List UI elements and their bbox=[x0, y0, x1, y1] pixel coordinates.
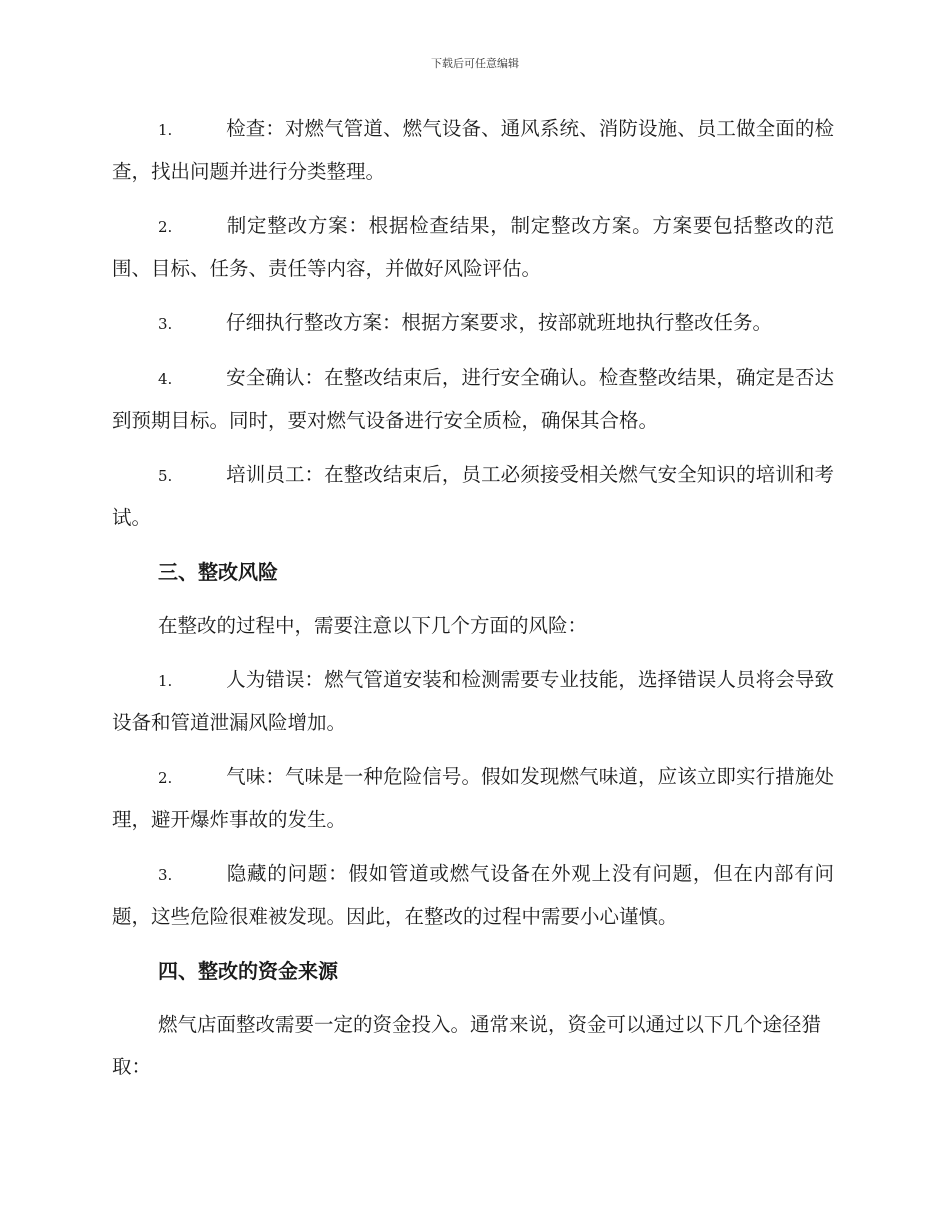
list-text: 培训员工：在整改结束后，员工必须接受相关燃气安全知识的培训和考试。 bbox=[112, 463, 834, 529]
list-item bbox=[112, 357, 834, 442]
page-header: 下载后可任意编辑 bbox=[431, 57, 519, 70]
list-text: 检查：对燃气管道、燃气设备、通风系统、消防设施、员工做全面的检查，找出问题并进行分类整理。 bbox=[112, 117, 834, 183]
list-item bbox=[112, 756, 834, 841]
section-intro: 在整改的过程中，需要注意以下几个方面的风险： bbox=[158, 614, 588, 637]
list-number: 3. bbox=[158, 315, 173, 333]
list-item bbox=[112, 108, 834, 193]
list-number: 2. bbox=[158, 218, 173, 236]
list-item bbox=[112, 205, 834, 290]
list-number: 1. bbox=[158, 121, 173, 139]
list-item bbox=[112, 659, 834, 744]
list-text: 气味：气味是一种危险信号。假如发现燃气味道，应该立即实行措施处理，避开爆炸事故的发生。 bbox=[112, 765, 834, 831]
document-body bbox=[112, 108, 834, 1100]
list-item bbox=[112, 302, 834, 345]
list-number: 3. bbox=[158, 866, 173, 884]
list-number: 5. bbox=[158, 467, 173, 485]
list-text: 仔细执行整改方案：根据方案要求，按部就班地执行整改任务。 bbox=[226, 311, 773, 334]
list-item bbox=[112, 853, 834, 938]
section-heading: 三、整改风险 bbox=[158, 560, 278, 584]
list-number: 2. bbox=[158, 769, 173, 787]
list-number: 4. bbox=[158, 370, 173, 388]
section-heading: 四、整改的资金来源 bbox=[158, 959, 338, 983]
list-number: 1. bbox=[158, 672, 173, 690]
list-text: 制定整改方案：根据检查结果，制定整改方案。方案要包括整改的范围、目标、任务、责任等内容，并做好风险评估。 bbox=[112, 214, 834, 280]
section-intro: 燃气店面整改需要一定的资金投入。通常来说，资金可以通过以下几个途径猎取： bbox=[112, 1013, 822, 1078]
list-text: 隐藏的问题：假如管道或燃气设备在外观上没有问题，但在内部有问题，这些危险很难被发现。因此，在整改的过程中需要小心谨慎。 bbox=[112, 862, 834, 928]
list-text: 安全确认：在整改结束后，进行安全确认。检查整改结果，确定是否达到预期目标。同时，要对燃气设备进行安全质检，确保其合格。 bbox=[112, 366, 834, 432]
list-text: 人为错误：燃气管道安装和检测需要专业技能，选择错误人员将会导致设备和管道泄漏风险增加。 bbox=[112, 668, 834, 734]
list-item bbox=[112, 454, 834, 539]
